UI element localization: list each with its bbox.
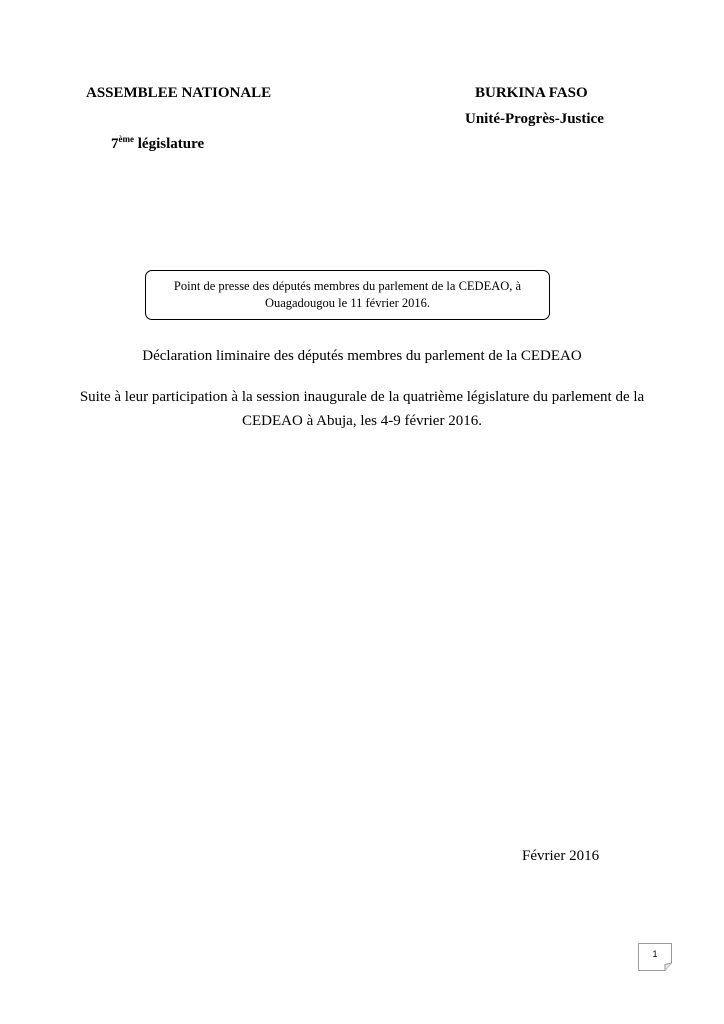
session-description	[40, 385, 684, 433]
header-motto: Unité-Progrès-Justice	[465, 111, 604, 127]
document-date: Février 2016	[522, 848, 600, 864]
legislature-number: 7	[111, 136, 119, 152]
header-right-title: BURKINA FASO	[475, 85, 588, 101]
declaration-title: Déclaration liminaire des députés membres du parlement de la CEDEAO	[142, 348, 582, 364]
session-description-line-2: CEDEAO à Abuja, les 4-9 février 2016.	[242, 413, 482, 429]
legislature-suffix: ème	[118, 134, 134, 144]
press-conference-box	[145, 270, 550, 320]
session-description-line-1: Suite à leur participation à la session inaugurale de la quatrième législature du parlement de la	[79, 389, 645, 405]
press-box-line-2: Ouagadougou le 11 février 2016.	[264, 296, 431, 310]
header-left-title: ASSEMBLEE NATIONALE	[86, 85, 272, 101]
page-number-box	[638, 943, 672, 971]
page-number: 1	[652, 949, 658, 959]
press-box-line-1: Point de presse des députés membres du parlement de la CEDEAO, à	[173, 279, 522, 293]
legislature-heading	[111, 136, 204, 153]
legislature-label: législature	[137, 136, 205, 152]
